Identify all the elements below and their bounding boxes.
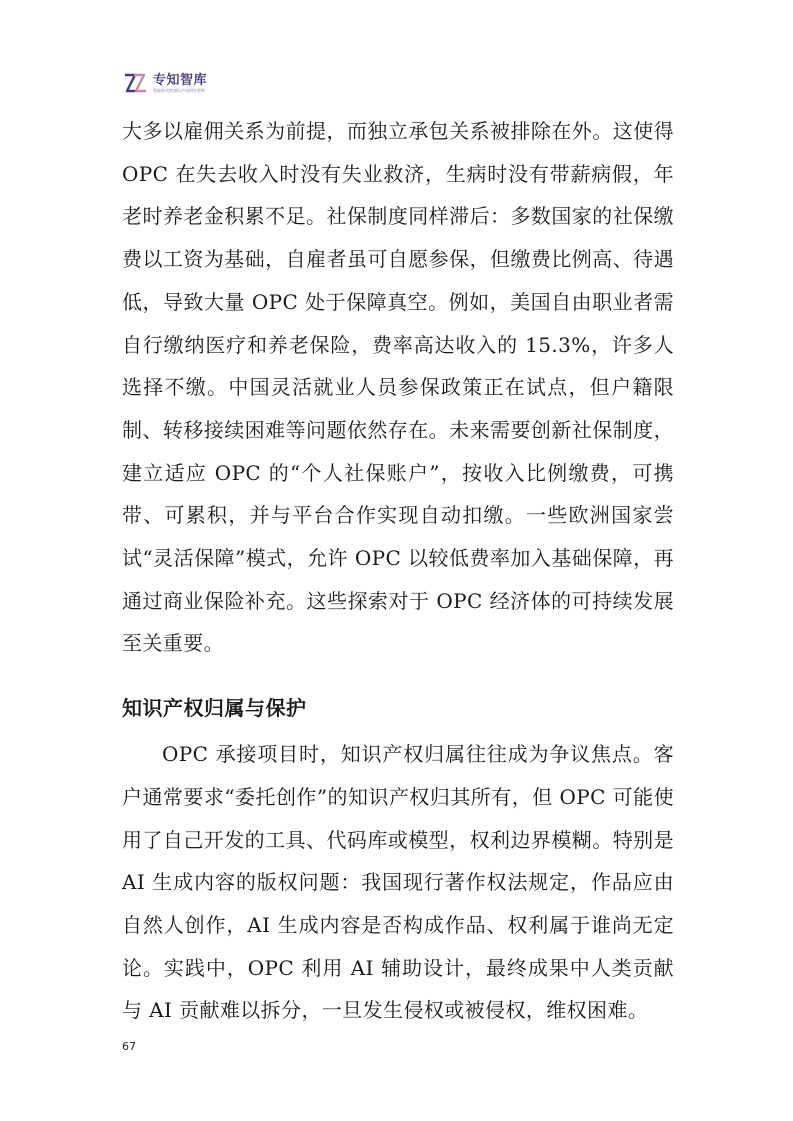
body-paragraph-2: OPC 承接项目时，知识产权归属往往成为争议焦点。客户通常要求“委托创作”的知识产权归其所有，但 OPC 可能使用了自己开发的工具、代码库或模型，权利边界模糊。特别是 AI 生成内容的版权问题：我国现行著作权法规定，作品应由自然人创作，AI 生成内容是否构成作品、权利属于谁尚无定论。实践中，OPC 利用 AI 辅助设计，最终成果中人类贡献与 AI 贡献难以拆分，一旦发生侵权或被侵权，维权困难。 [122, 742, 674, 1023]
page-header [123, 72, 207, 94]
logo-name: 专知智库 [153, 72, 208, 88]
page-number: 67 [122, 1040, 136, 1053]
document-body [122, 110, 674, 1032]
logo-tagline: 智能时代的知识产权研究智库 [153, 87, 205, 93]
body-paragraph-1: 大多以雇佣关系为前提，而独立承包关系被排除在外。这使得 OPC 在失去收入时没有失业救济，生病时没有带薪病假，年老时养老金积累不足。社保制度同样滞后：多数国家的社保缴费以工资为基础，自雇者虽可自愿参保，但缴费比例高、待遇低，导致大量 OPC 处于保障真空。例如，美国自由职业者需自行缴纳医疗和养老保险，费率高达收入的 15.3%，许多人选择不缴。中国灵活就业人员参保政策正在试点，但户籍限制、转移接续困难等问题依然存在。未来需要创新社保制度，建立适应 OPC 的“个人社保账户”，按收入比例缴费，可携带、可累积，并与平台合作实现自动扣缴。一些欧洲国家尝试“灵活保障”模式，允许 OPC 以较低费率加入基础保障，再通过商业保险补充。这些探索对于 OPC 经济体的可持续发展至关重要。 [122, 119, 674, 656]
logo-text [153, 74, 207, 93]
zhuanzhi-logo-icon [123, 72, 149, 94]
section-heading: 知识产权归属与保护 [122, 696, 307, 721]
